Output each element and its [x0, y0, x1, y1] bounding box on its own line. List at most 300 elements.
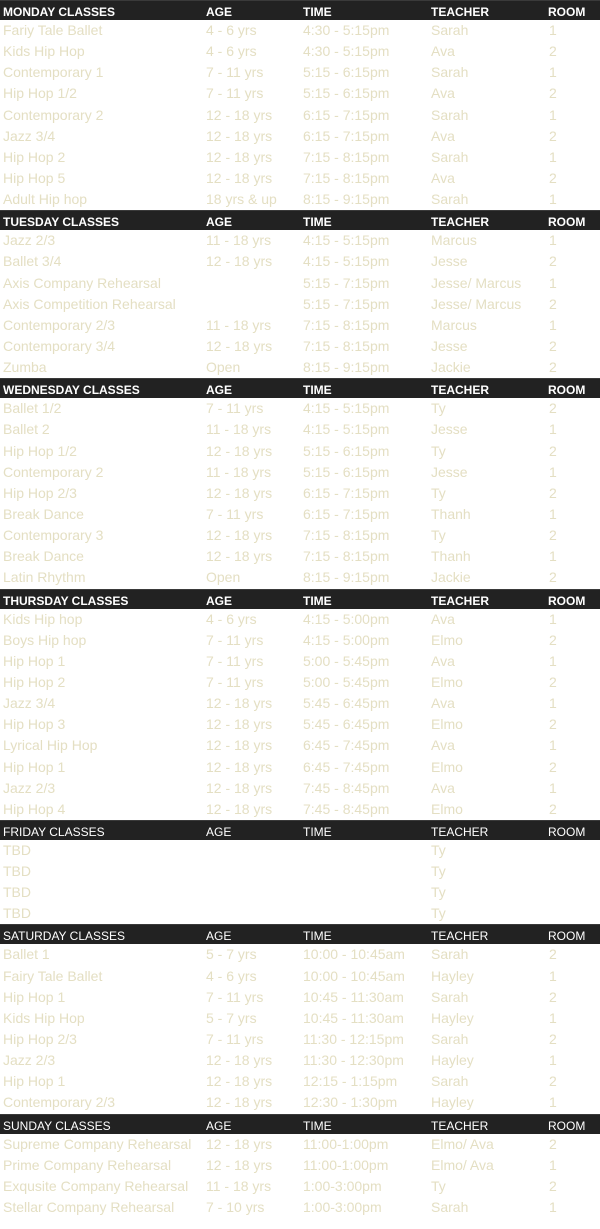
class-row: [0, 398, 600, 419]
class-row: [0, 483, 600, 504]
age-cell: [203, 861, 300, 882]
age-cell: 11 - 18 yrs: [206, 463, 272, 480]
age-cell: 5 - 7 yrs: [206, 946, 257, 963]
class-name-cell: Ballet 1/2: [3, 400, 62, 417]
class-row: [0, 83, 600, 104]
class-name-cell: Axis Company Rehearsal: [3, 274, 161, 291]
room-cell: 2: [549, 1031, 557, 1048]
section-header: [0, 589, 600, 609]
section-title: TUESDAY CLASSES: [3, 215, 120, 230]
class-name-cell: Supreme Company Rehearsal: [3, 1135, 192, 1152]
time-cell: 7:15 - 8:15pm: [303, 337, 390, 354]
time-cell: 7:15 - 8:15pm: [303, 148, 390, 165]
time-cell: 5:15 - 6:15pm: [303, 64, 390, 81]
age-cell: [203, 840, 300, 861]
teacher-cell: Sarah: [431, 1073, 469, 1090]
class-row: [0, 1029, 600, 1050]
age-cell: 12 - 18 yrs: [206, 127, 273, 144]
class-row: [0, 1092, 600, 1113]
time-cell: 5:15 - 7:15pm: [303, 274, 390, 291]
class-row: [0, 462, 600, 483]
room-cell: [545, 903, 600, 924]
teacher-cell: Jesse: [431, 253, 468, 270]
room-cell: 1: [549, 652, 557, 669]
class-name-cell: Axis Competition Rehearsal: [3, 295, 176, 312]
room-cell: 1: [549, 548, 557, 565]
age-cell: [203, 903, 300, 924]
room-cell: 2: [549, 442, 557, 459]
time-cell: 5:15 - 6:15pm: [303, 442, 390, 459]
age-cell: 12 - 18 yrs: [206, 337, 273, 354]
teacher-cell: Elmo: [431, 631, 463, 648]
room-cell: 1: [549, 695, 557, 712]
column-header-age: AGE: [206, 824, 232, 839]
class-name-cell: Ballet 2: [3, 421, 50, 438]
room-cell: 1: [549, 1156, 557, 1173]
class-name-cell: Kids Hip Hop: [3, 1009, 85, 1026]
column-header-time: TIME: [303, 824, 332, 839]
time-cell: 11:00-1:00pm: [303, 1135, 389, 1152]
age-cell: 11 - 18 yrs: [206, 421, 272, 438]
class-name-cell: Hip Hop 1: [3, 652, 66, 669]
class-name-cell: Adult Hip hop: [3, 191, 88, 208]
class-row: [0, 840, 600, 861]
age-cell: 7 - 11 yrs: [206, 988, 264, 1005]
time-cell: 4:15 - 5:00pm: [303, 631, 390, 648]
room-cell: 2: [549, 800, 557, 817]
class-row: [0, 230, 600, 251]
column-header-teacher: TEACHER: [431, 824, 489, 839]
age-cell: 18 yrs & up: [206, 191, 277, 208]
age-cell: 7 - 11 yrs: [206, 652, 264, 669]
class-name-cell: Boys Hip hop: [3, 631, 87, 648]
teacher-cell: Sarah: [431, 64, 469, 81]
room-cell: 2: [549, 716, 557, 733]
class-row: [0, 504, 600, 525]
class-row: [0, 189, 600, 210]
class-name-cell: TBD: [3, 863, 31, 880]
age-cell: 7 - 10 yrs: [206, 1199, 265, 1216]
age-cell: [203, 882, 300, 903]
tuesday-classes-section: [0, 210, 600, 378]
teacher-cell: Ty: [431, 400, 446, 417]
age-cell: 12 - 18 yrs: [206, 737, 273, 754]
thursday-classes-section: [0, 589, 600, 820]
teacher-cell: Ty: [431, 863, 446, 880]
class-row: [0, 1071, 600, 1092]
class-row: [0, 861, 600, 882]
teacher-cell: Hayley: [431, 1094, 474, 1111]
class-row: [0, 105, 600, 126]
class-row: [0, 903, 600, 924]
class-row: [0, 546, 600, 567]
room-cell: 2: [549, 673, 557, 690]
teacher-cell: Ava: [431, 610, 455, 627]
time-cell: 8:15 - 9:15pm: [303, 191, 390, 208]
time-cell: 5:15 - 7:15pm: [303, 295, 390, 312]
class-row: [0, 735, 600, 756]
class-name-cell: Contemporary 1: [3, 64, 104, 81]
teacher-cell: Ava: [431, 85, 455, 102]
age-cell: 12 - 18 yrs: [206, 169, 273, 186]
time-cell: 8:15 - 9:15pm: [303, 569, 390, 586]
time-cell: 12:15 - 1:15pm: [303, 1073, 398, 1090]
class-row: [0, 672, 600, 693]
section-title: THURSDAY CLASSES: [3, 593, 129, 608]
column-header-age: AGE: [206, 215, 233, 230]
time-cell: 4:30 - 5:15pm: [303, 22, 390, 38]
class-name-cell: Kids Hip Hop: [3, 43, 85, 60]
class-name-cell: Break Dance: [3, 505, 84, 522]
class-row: [0, 799, 600, 820]
section-title: FRIDAY CLASSES: [3, 824, 105, 839]
time-cell: 7:15 - 8:15pm: [303, 527, 390, 544]
teacher-cell: Jesse: [431, 463, 468, 480]
class-name-cell: Hip Hop 2: [3, 673, 66, 690]
time-cell: 1:00-3:00pm: [303, 1199, 382, 1216]
age-cell: 12 - 18 yrs: [206, 442, 273, 459]
time-cell: 5:00 - 5:45pm: [303, 673, 390, 690]
teacher-cell: Thanh: [431, 548, 471, 565]
age-cell: 12 - 18 yrs: [206, 1135, 273, 1152]
class-name-cell: Contemporary 3: [3, 527, 104, 544]
room-cell: 1: [549, 505, 557, 522]
teacher-cell: Elmo: [431, 758, 463, 775]
class-row: [0, 1050, 600, 1071]
age-cell: 12 - 18 yrs: [206, 548, 273, 565]
room-cell: 1: [549, 967, 557, 984]
teacher-cell: Sarah: [431, 946, 469, 963]
age-cell: 12 - 18 yrs: [206, 484, 273, 501]
teacher-cell: Sarah: [431, 1031, 469, 1048]
teacher-cell: Jesse/ Marcus: [431, 274, 522, 291]
class-row: [0, 567, 600, 588]
room-cell: 1: [549, 1009, 557, 1026]
time-cell: 10:45 - 11:30am: [303, 988, 404, 1005]
age-cell: [203, 273, 300, 294]
teacher-cell: Hayley: [431, 967, 474, 984]
class-name-cell: Contemporary 2/3: [3, 1094, 116, 1111]
time-cell: 7:15 - 8:15pm: [303, 548, 390, 565]
class-row: [0, 1155, 600, 1176]
room-cell: 2: [549, 400, 557, 417]
time-cell: 6:15 - 7:15pm: [303, 505, 390, 522]
teacher-cell: Jesse: [431, 337, 468, 354]
age-cell: 12 - 18 yrs: [206, 527, 273, 544]
class-name-cell: Jazz 3/4: [3, 695, 56, 712]
age-cell: 7 - 11 yrs: [206, 505, 264, 522]
age-cell: 7 - 11 yrs: [206, 85, 264, 102]
column-header-time: TIME: [303, 929, 332, 944]
teacher-cell: Ava: [431, 779, 455, 796]
teacher-cell: Ava: [431, 169, 455, 186]
time-cell: 7:45 - 8:45pm: [303, 779, 390, 796]
teacher-cell: Elmo: [431, 673, 463, 690]
class-row: [0, 147, 600, 168]
time-cell: 1:00-3:00pm: [303, 1177, 382, 1194]
time-cell: 4:15 - 5:00pm: [303, 610, 390, 627]
class-name-cell: Jazz 2/3: [3, 779, 56, 796]
monday-classes-section: [0, 0, 600, 210]
time-cell: 5:15 - 6:15pm: [303, 85, 390, 102]
time-cell: 6:15 - 7:15pm: [303, 127, 390, 144]
class-name-cell: Contemporary 2: [3, 106, 104, 123]
age-cell: 7 - 11 yrs: [206, 1031, 264, 1048]
class-row: [0, 778, 600, 799]
time-cell: 10:45 - 11:30am: [303, 1009, 404, 1026]
teacher-cell: Elmo: [431, 716, 463, 733]
column-header-time: TIME: [303, 215, 332, 230]
class-row: [0, 168, 600, 189]
class-row: [0, 630, 600, 651]
class-row: [0, 1197, 600, 1218]
age-cell: 11 - 18 yrs: [206, 316, 272, 333]
column-header-age: AGE: [206, 1118, 232, 1133]
class-row: [0, 315, 600, 336]
teacher-cell: Sarah: [431, 22, 469, 38]
room-cell: 2: [549, 631, 557, 648]
class-name-cell: Hip Hop 1/2: [3, 442, 77, 459]
age-cell: [203, 294, 300, 315]
age-cell: 12 - 18 yrs: [206, 148, 273, 165]
teacher-cell: Marcus: [431, 232, 477, 249]
room-cell: 2: [549, 1135, 557, 1152]
class-name-cell: Hip Hop 2: [3, 148, 66, 165]
teacher-cell: Hayley: [431, 1052, 474, 1069]
column-header-room: ROOM: [548, 1118, 586, 1133]
time-cell: 5:15 - 6:15pm: [303, 463, 390, 480]
column-header-room: ROOM: [548, 215, 586, 230]
class-row: [0, 1176, 600, 1197]
section-title: MONDAY CLASSES: [3, 5, 116, 19]
time-cell: 6:15 - 7:15pm: [303, 106, 390, 123]
teacher-cell: Sarah: [431, 988, 469, 1005]
column-header-time: TIME: [303, 593, 332, 608]
teacher-cell: Ty: [431, 527, 446, 544]
section-header: [0, 0, 600, 20]
age-cell: 5 - 7 yrs: [206, 1009, 257, 1026]
time-cell: 4:30 - 5:15pm: [303, 43, 390, 60]
teacher-cell: Sarah: [431, 191, 469, 208]
class-name-cell: Fariy Tale Ballet: [3, 22, 103, 38]
class-name-cell: Hip Hop 3: [3, 716, 66, 733]
room-cell: 1: [549, 274, 557, 291]
teacher-cell: Marcus: [431, 316, 477, 333]
room-cell: 1: [549, 106, 557, 123]
teacher-cell: Ava: [431, 652, 455, 669]
teacher-cell: Ty: [431, 841, 446, 858]
age-cell: 11 - 18 yrs: [206, 1177, 272, 1194]
room-cell: 1: [549, 232, 557, 249]
class-name-cell: Fairy Tale Ballet: [3, 967, 103, 984]
teacher-cell: Sarah: [431, 1199, 469, 1216]
room-cell: 2: [549, 758, 557, 775]
teacher-cell: Jackie: [431, 569, 471, 586]
class-name-cell: Kids Hip hop: [3, 610, 83, 627]
room-cell: 1: [549, 737, 557, 754]
class-name-cell: Lyrical Hip Hop: [3, 737, 98, 754]
class-row: [0, 757, 600, 778]
class-row: [0, 126, 600, 147]
class-row: [0, 693, 600, 714]
class-name-cell: Ballet 1: [3, 946, 50, 963]
class-name-cell: TBD: [3, 884, 31, 901]
room-cell: 1: [549, 191, 557, 208]
teacher-cell: Jesse: [431, 421, 468, 438]
teacher-cell: Ava: [431, 737, 455, 754]
class-row: [0, 357, 600, 378]
age-cell: 12 - 18 yrs: [206, 1052, 273, 1069]
class-name-cell: Jazz 2/3: [3, 232, 56, 249]
column-header-room: ROOM: [548, 383, 586, 398]
teacher-cell: Ty: [431, 884, 446, 901]
class-name-cell: TBD: [3, 905, 31, 922]
room-cell: 1: [549, 610, 557, 627]
class-name-cell: Jazz 3/4: [3, 127, 56, 144]
age-cell: 12 - 18 yrs: [206, 253, 273, 270]
column-header-teacher: TEACHER: [431, 1118, 489, 1133]
age-cell: 7 - 11 yrs: [206, 631, 264, 648]
room-cell: [545, 861, 600, 882]
room-cell: 2: [549, 484, 557, 501]
class-name-cell: Hip Hop 5: [3, 169, 66, 186]
wednesday-classes-section: [0, 378, 600, 588]
age-cell: 4 - 6 yrs: [206, 43, 257, 60]
age-cell: 12 - 18 yrs: [206, 758, 273, 775]
column-header-time: TIME: [303, 383, 332, 398]
column-header-teacher: TEACHER: [431, 215, 490, 230]
room-cell: 1: [549, 22, 557, 38]
age-cell: 4 - 6 yrs: [206, 610, 257, 627]
column-header-age: AGE: [206, 929, 232, 944]
sunday-classes-section: [0, 1114, 600, 1219]
room-cell: 1: [549, 1199, 557, 1216]
class-name-cell: Contemporary 2: [3, 463, 104, 480]
section-header: [0, 820, 600, 840]
class-name-cell: Hip Hop 1: [3, 758, 66, 775]
room-cell: 2: [549, 43, 557, 60]
time-cell: 6:45 - 7:45pm: [303, 737, 390, 754]
room-cell: [545, 882, 600, 903]
room-cell: 1: [549, 1094, 557, 1111]
column-header-time: TIME: [303, 1118, 332, 1133]
teacher-cell: Ty: [431, 1177, 446, 1194]
column-header-time: TIME: [303, 5, 332, 19]
room-cell: 2: [549, 295, 557, 312]
section-title: WEDNESDAY CLASSES: [3, 383, 140, 398]
age-cell: 12 - 18 yrs: [206, 800, 273, 817]
age-cell: Open: [206, 569, 241, 586]
time-cell: 10:00 - 10:45am: [303, 946, 405, 963]
class-row: [0, 294, 600, 315]
time-cell: 11:30 - 12:15pm: [303, 1031, 404, 1048]
age-cell: 4 - 6 yrs: [206, 967, 257, 984]
room-cell: 1: [549, 64, 557, 81]
teacher-cell: Ava: [431, 695, 455, 712]
column-header-room: ROOM: [548, 5, 586, 19]
time-cell: 12:30 - 1:30pm: [303, 1094, 398, 1111]
room-cell: 1: [549, 463, 557, 480]
column-header-age: AGE: [206, 5, 233, 19]
column-header-teacher: TEACHER: [431, 593, 490, 608]
time-cell: [300, 861, 428, 882]
class-name-cell: Prime Company Rehearsal: [3, 1156, 172, 1173]
age-cell: 12 - 18 yrs: [206, 779, 273, 796]
class-row: [0, 1008, 600, 1029]
class-row: [0, 882, 600, 903]
class-name-cell: Hip Hop 1/2: [3, 85, 77, 102]
room-cell: 2: [549, 988, 557, 1005]
age-cell: 12 - 18 yrs: [206, 1094, 273, 1111]
time-cell: 10:00 - 10:45am: [303, 967, 405, 984]
room-cell: 1: [549, 421, 557, 438]
age-cell: 7 - 11 yrs: [206, 400, 264, 417]
class-row: [0, 441, 600, 462]
class-name-cell: Hip Hop 4: [3, 800, 66, 817]
time-cell: 7:15 - 8:15pm: [303, 169, 390, 186]
section-title: SATURDAY CLASSES: [3, 929, 126, 944]
class-row: [0, 1134, 600, 1155]
saturday-classes-section: [0, 924, 600, 1113]
class-row: [0, 20, 600, 41]
teacher-cell: Sarah: [431, 148, 469, 165]
class-row: [0, 944, 600, 965]
class-name-cell: Contemporary 2/3: [3, 316, 116, 333]
time-cell: 4:15 - 5:15pm: [303, 253, 390, 270]
class-name-cell: Hip Hop 2/3: [3, 484, 77, 501]
friday-classes-section: [0, 820, 600, 925]
class-name-cell: Latin Rhythm: [3, 569, 86, 586]
class-row: [0, 966, 600, 987]
column-header-teacher: TEACHER: [431, 929, 489, 944]
age-cell: 12 - 18 yrs: [206, 1073, 273, 1090]
time-cell: 4:15 - 5:15pm: [303, 400, 390, 417]
time-cell: 7:15 - 8:15pm: [303, 316, 390, 333]
class-name-cell: Zumba: [3, 359, 47, 376]
room-cell: 2: [549, 337, 557, 354]
column-header-room: ROOM: [548, 824, 586, 839]
room-cell: 1: [549, 1052, 557, 1069]
class-name-cell: Exqusite Company Rehearsal: [3, 1177, 189, 1194]
teacher-cell: Hayley: [431, 1009, 474, 1026]
class-row: [0, 273, 600, 294]
room-cell: 2: [549, 127, 557, 144]
class-row: [0, 62, 600, 83]
class-name-cell: Break Dance: [3, 548, 84, 565]
column-header-age: AGE: [206, 383, 233, 398]
teacher-cell: Elmo: [431, 800, 463, 817]
class-name-cell: TBD: [3, 841, 31, 858]
teacher-cell: Ty: [431, 484, 446, 501]
class-row: [0, 419, 600, 440]
time-cell: 11:00-1:00pm: [303, 1156, 389, 1173]
room-cell: 2: [549, 359, 557, 376]
section-header: [0, 378, 600, 398]
age-cell: 12 - 18 yrs: [206, 716, 273, 733]
room-cell: 2: [549, 253, 557, 270]
class-row: [0, 987, 600, 1008]
time-cell: 5:45 - 6:45pm: [303, 695, 390, 712]
teacher-cell: Thanh: [431, 505, 471, 522]
time-cell: 7:45 - 8:45pm: [303, 800, 390, 817]
room-cell: 1: [549, 316, 557, 333]
teacher-cell: Elmo/ Ava: [431, 1156, 494, 1173]
room-cell: 2: [549, 169, 557, 186]
column-header-room: ROOM: [548, 593, 586, 608]
section-header: [0, 210, 600, 230]
room-cell: [545, 840, 600, 861]
teacher-cell: Ava: [431, 43, 455, 60]
